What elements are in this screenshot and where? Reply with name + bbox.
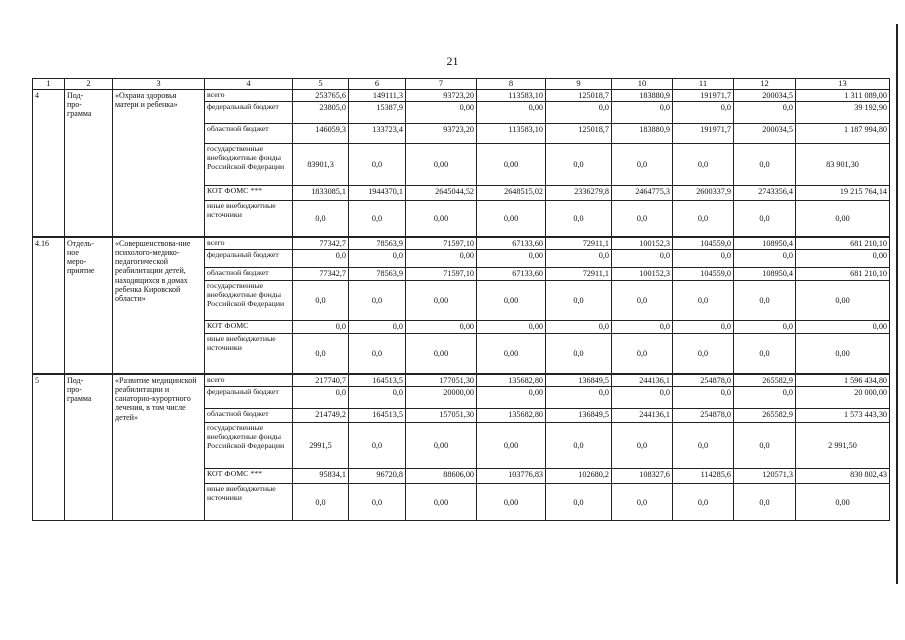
column-header: 7 [406, 79, 477, 90]
amount-cell: 0,0 [293, 321, 349, 334]
amount-cell: 71597,10 [406, 237, 477, 250]
amount-cell: 0,0 [673, 281, 734, 321]
section-name: «Совершенствова-ние психолого-медико-педагогической реабилитации детей, находящихся в домах ребенка Кировской области» [113, 237, 205, 374]
amount-cell: 200034,5 [734, 124, 796, 144]
amount-cell: 0,0 [546, 387, 612, 409]
amount-cell: 0,0 [612, 281, 673, 321]
column-header: 4 [205, 79, 293, 90]
amount-cell: 0,00 [796, 281, 890, 321]
amount-cell: 0,00 [406, 250, 477, 268]
column-header: 11 [673, 79, 734, 90]
amount-cell: 217740,7 [293, 374, 349, 387]
amount-cell: 0,0 [734, 102, 796, 124]
funding-source: федеральный бюджет [205, 102, 293, 124]
funding-source: КОТ ФОМС [205, 321, 293, 334]
amount-cell: 0,00 [477, 281, 546, 321]
amount-cell: 67133,60 [477, 237, 546, 250]
amount-cell: 108950,4 [734, 237, 796, 250]
funding-source: областной бюджет [205, 124, 293, 144]
amount-cell: 93723,20 [406, 90, 477, 102]
amount-cell: 0,00 [406, 281, 477, 321]
amount-cell: 2 991,50 [796, 423, 890, 469]
amount-cell: 103776,83 [477, 469, 546, 484]
amount-cell: 0,0 [734, 423, 796, 469]
funding-source: иные внебюджетные источники [205, 201, 293, 237]
amount-cell: 2645044,52 [406, 186, 477, 201]
amount-cell: 265582,9 [734, 409, 796, 423]
amount-cell: 200034,5 [734, 90, 796, 102]
amount-cell: 0,00 [477, 423, 546, 469]
amount-cell: 0,0 [293, 201, 349, 237]
amount-cell: 191971,7 [673, 124, 734, 144]
funding-source: иные внебюджетные источники [205, 484, 293, 521]
amount-cell: 100152,3 [612, 237, 673, 250]
amount-cell: 244136,1 [612, 374, 673, 387]
amount-cell: 1944370,1 [349, 186, 406, 201]
amount-cell: 0,0 [349, 281, 406, 321]
amount-cell: 0,0 [673, 484, 734, 521]
section-number: 4 [33, 90, 65, 237]
column-header: 2 [65, 79, 113, 90]
amount-cell: 149111,3 [349, 90, 406, 102]
section-name: «Развитие медицинской реабилитации и санаторно-курортного лечения, в том числе детей» [113, 374, 205, 521]
amount-cell: 113583,10 [477, 90, 546, 102]
amount-cell: 183880,9 [612, 124, 673, 144]
amount-cell: 0,0 [293, 334, 349, 374]
amount-cell: 0,0 [546, 201, 612, 237]
amount-cell: 0,0 [734, 250, 796, 268]
amount-cell: 0,0 [734, 334, 796, 374]
amount-cell: 78563,9 [349, 237, 406, 250]
amount-cell: 0,0 [349, 423, 406, 469]
funding-source: всего [205, 237, 293, 250]
funding-source: федеральный бюджет [205, 250, 293, 268]
amount-cell: 77342,7 [293, 268, 349, 281]
amount-cell: 0,0 [546, 250, 612, 268]
column-header: 10 [612, 79, 673, 90]
amount-cell: 133723,4 [349, 124, 406, 144]
amount-cell: 0,00 [796, 334, 890, 374]
section-type: Под- про- грамма [65, 374, 113, 521]
amount-cell: 0,0 [349, 144, 406, 186]
amount-cell: 254878,0 [673, 409, 734, 423]
amount-cell: 0,00 [477, 484, 546, 521]
funding-source: КОТ ФОМС *** [205, 186, 293, 201]
amount-cell: 0,0 [673, 250, 734, 268]
amount-cell: 0,0 [734, 144, 796, 186]
amount-cell: 191971,7 [673, 90, 734, 102]
amount-cell: 0,00 [477, 102, 546, 124]
amount-cell: 0,0 [673, 334, 734, 374]
amount-cell: 39 192,90 [796, 102, 890, 124]
amount-cell: 1 573 443,30 [796, 409, 890, 423]
funding-source: областной бюджет [205, 409, 293, 423]
column-header: 8 [477, 79, 546, 90]
amount-cell: 0,00 [406, 321, 477, 334]
amount-cell: 0,0 [293, 387, 349, 409]
amount-cell: 253765,6 [293, 90, 349, 102]
amount-cell: 0,00 [406, 201, 477, 237]
amount-cell: 0,00 [796, 484, 890, 521]
amount-cell: 0,0 [734, 387, 796, 409]
amount-cell: 0,0 [612, 102, 673, 124]
funding-source: всего [205, 374, 293, 387]
amount-cell: 104559,0 [673, 237, 734, 250]
column-number-row [33, 79, 890, 90]
amount-cell: 100152,3 [612, 268, 673, 281]
funding-source: областной бюджет [205, 268, 293, 281]
amount-cell: 136849,5 [546, 409, 612, 423]
column-header: 5 [293, 79, 349, 90]
amount-cell: 0,0 [734, 201, 796, 237]
amount-cell: 0,00 [477, 387, 546, 409]
column-header: 3 [113, 79, 205, 90]
amount-cell: 0,00 [477, 201, 546, 237]
amount-cell: 0,0 [546, 281, 612, 321]
amount-cell: 0,0 [349, 484, 406, 521]
amount-cell: 15387,9 [349, 102, 406, 124]
amount-cell: 93723,20 [406, 124, 477, 144]
amount-cell: 0,00 [406, 334, 477, 374]
amount-cell: 0,00 [796, 321, 890, 334]
section-type: Под- про- грамма [65, 90, 113, 237]
amount-cell: 0,0 [612, 387, 673, 409]
amount-cell: 108327,6 [612, 469, 673, 484]
amount-cell: 136849,5 [546, 374, 612, 387]
amount-cell: 2464775,3 [612, 186, 673, 201]
column-header: 13 [796, 79, 890, 90]
page-edge-line [896, 24, 898, 584]
amount-cell: 0,0 [546, 144, 612, 186]
amount-cell: 0,0 [612, 484, 673, 521]
amount-cell: 0,0 [673, 423, 734, 469]
column-header: 1 [33, 79, 65, 90]
amount-cell: 1 596 434,80 [796, 374, 890, 387]
amount-cell: 0,0 [349, 334, 406, 374]
amount-cell: 0,0 [612, 201, 673, 237]
amount-cell: 0,0 [612, 423, 673, 469]
amount-cell: 254878,0 [673, 374, 734, 387]
amount-cell: 1 187 994,80 [796, 124, 890, 144]
amount-cell: 0,0 [546, 102, 612, 124]
amount-cell: 0,0 [612, 321, 673, 334]
table-row [33, 237, 890, 250]
amount-cell: 164513,5 [349, 374, 406, 387]
amount-cell: 0,0 [734, 321, 796, 334]
amount-cell: 20 000,00 [796, 387, 890, 409]
amount-cell: 95834,1 [293, 469, 349, 484]
amount-cell: 96720,8 [349, 469, 406, 484]
amount-cell: 0,0 [546, 334, 612, 374]
column-header: 9 [546, 79, 612, 90]
amount-cell: 108950,4 [734, 268, 796, 281]
amount-cell: 146059,3 [293, 124, 349, 144]
amount-cell: 2600337,9 [673, 186, 734, 201]
amount-cell: 2648515,02 [477, 186, 546, 201]
amount-cell: 0,0 [734, 484, 796, 521]
funding-source: всего [205, 90, 293, 102]
amount-cell: 1 311 089,00 [796, 90, 890, 102]
amount-cell: 125018,7 [546, 90, 612, 102]
amount-cell: 157051,30 [406, 409, 477, 423]
amount-cell: 0,0 [673, 102, 734, 124]
amount-cell: 0,0 [349, 321, 406, 334]
amount-cell: 0,0 [546, 321, 612, 334]
amount-cell: 77342,7 [293, 237, 349, 250]
amount-cell: 88606,00 [406, 469, 477, 484]
amount-cell: 0,0 [612, 250, 673, 268]
amount-cell: 0,0 [349, 201, 406, 237]
amount-cell: 681 210,10 [796, 268, 890, 281]
amount-cell: 0,00 [406, 102, 477, 124]
amount-cell: 830 802,43 [796, 469, 890, 484]
amount-cell: 0,0 [673, 144, 734, 186]
budget-table [32, 78, 890, 521]
amount-cell: 0,0 [673, 387, 734, 409]
amount-cell: 102680,2 [546, 469, 612, 484]
amount-cell: 1833085,1 [293, 186, 349, 201]
amount-cell: 83 901,30 [796, 144, 890, 186]
amount-cell: 0,00 [796, 201, 890, 237]
table-row [33, 90, 890, 102]
amount-cell: 214749,2 [293, 409, 349, 423]
amount-cell: 2743356,4 [734, 186, 796, 201]
amount-cell: 0,0 [349, 387, 406, 409]
amount-cell: 104559,0 [673, 268, 734, 281]
amount-cell: 0,0 [734, 281, 796, 321]
section-number: 4.16 [33, 237, 65, 374]
amount-cell: 0,0 [293, 484, 349, 521]
amount-cell: 125018,7 [546, 124, 612, 144]
amount-cell: 83901,3 [293, 144, 349, 186]
amount-cell: 0,0 [293, 281, 349, 321]
amount-cell: 67133,60 [477, 268, 546, 281]
amount-cell: 0,0 [673, 321, 734, 334]
amount-cell: 0,0 [546, 423, 612, 469]
amount-cell: 164513,5 [349, 409, 406, 423]
amount-cell: 135682,80 [477, 374, 546, 387]
page-number: 21 [446, 54, 459, 68]
amount-cell: 0,00 [796, 250, 890, 268]
amount-cell: 183880,9 [612, 90, 673, 102]
amount-cell: 23805,0 [293, 102, 349, 124]
amount-cell: 0,00 [477, 144, 546, 186]
column-header: 12 [734, 79, 796, 90]
section-type: Отдель- ное меро- приятие [65, 237, 113, 374]
amount-cell: 19 215 764,14 [796, 186, 890, 201]
amount-cell: 681 210,10 [796, 237, 890, 250]
amount-cell: 120571,3 [734, 469, 796, 484]
funding-source: федеральный бюджет [205, 387, 293, 409]
column-header: 6 [349, 79, 406, 90]
amount-cell: 0,00 [477, 250, 546, 268]
amount-cell: 177051,30 [406, 374, 477, 387]
amount-cell: 0,00 [406, 144, 477, 186]
amount-cell: 78563,9 [349, 268, 406, 281]
amount-cell: 265582,9 [734, 374, 796, 387]
amount-cell: 114285,6 [673, 469, 734, 484]
amount-cell: 0,00 [477, 334, 546, 374]
table-row [33, 374, 890, 387]
amount-cell: 135682,80 [477, 409, 546, 423]
funding-source: государственные внебюджетные фонды Российской Федерации [205, 423, 293, 469]
section-name: «Охрана здоровья матери и ребенка» [113, 90, 205, 237]
amount-cell: 0,0 [673, 201, 734, 237]
amount-cell: 0,0 [546, 484, 612, 521]
funding-source: государственные внебюджетные фонды Российской Федерации [205, 144, 293, 186]
amount-cell: 20000,00 [406, 387, 477, 409]
amount-cell: 0,00 [406, 484, 477, 521]
amount-cell: 72911,1 [546, 268, 612, 281]
amount-cell: 0,0 [612, 144, 673, 186]
amount-cell: 0,00 [406, 423, 477, 469]
amount-cell: 0,0 [293, 250, 349, 268]
funding-source: иные внебюджетные источники [205, 334, 293, 374]
amount-cell: 2991,5 [293, 423, 349, 469]
funding-source: КОТ ФОМС *** [205, 469, 293, 484]
amount-cell: 71597,10 [406, 268, 477, 281]
amount-cell: 0,00 [477, 321, 546, 334]
amount-cell: 0,0 [349, 250, 406, 268]
amount-cell: 0,0 [612, 334, 673, 374]
amount-cell: 72911,1 [546, 237, 612, 250]
amount-cell: 2336279,8 [546, 186, 612, 201]
amount-cell: 244136,1 [612, 409, 673, 423]
funding-source: государственные внебюджетные фонды Российской Федерации [205, 281, 293, 321]
section-number: 5 [33, 374, 65, 521]
amount-cell: 113583,10 [477, 124, 546, 144]
